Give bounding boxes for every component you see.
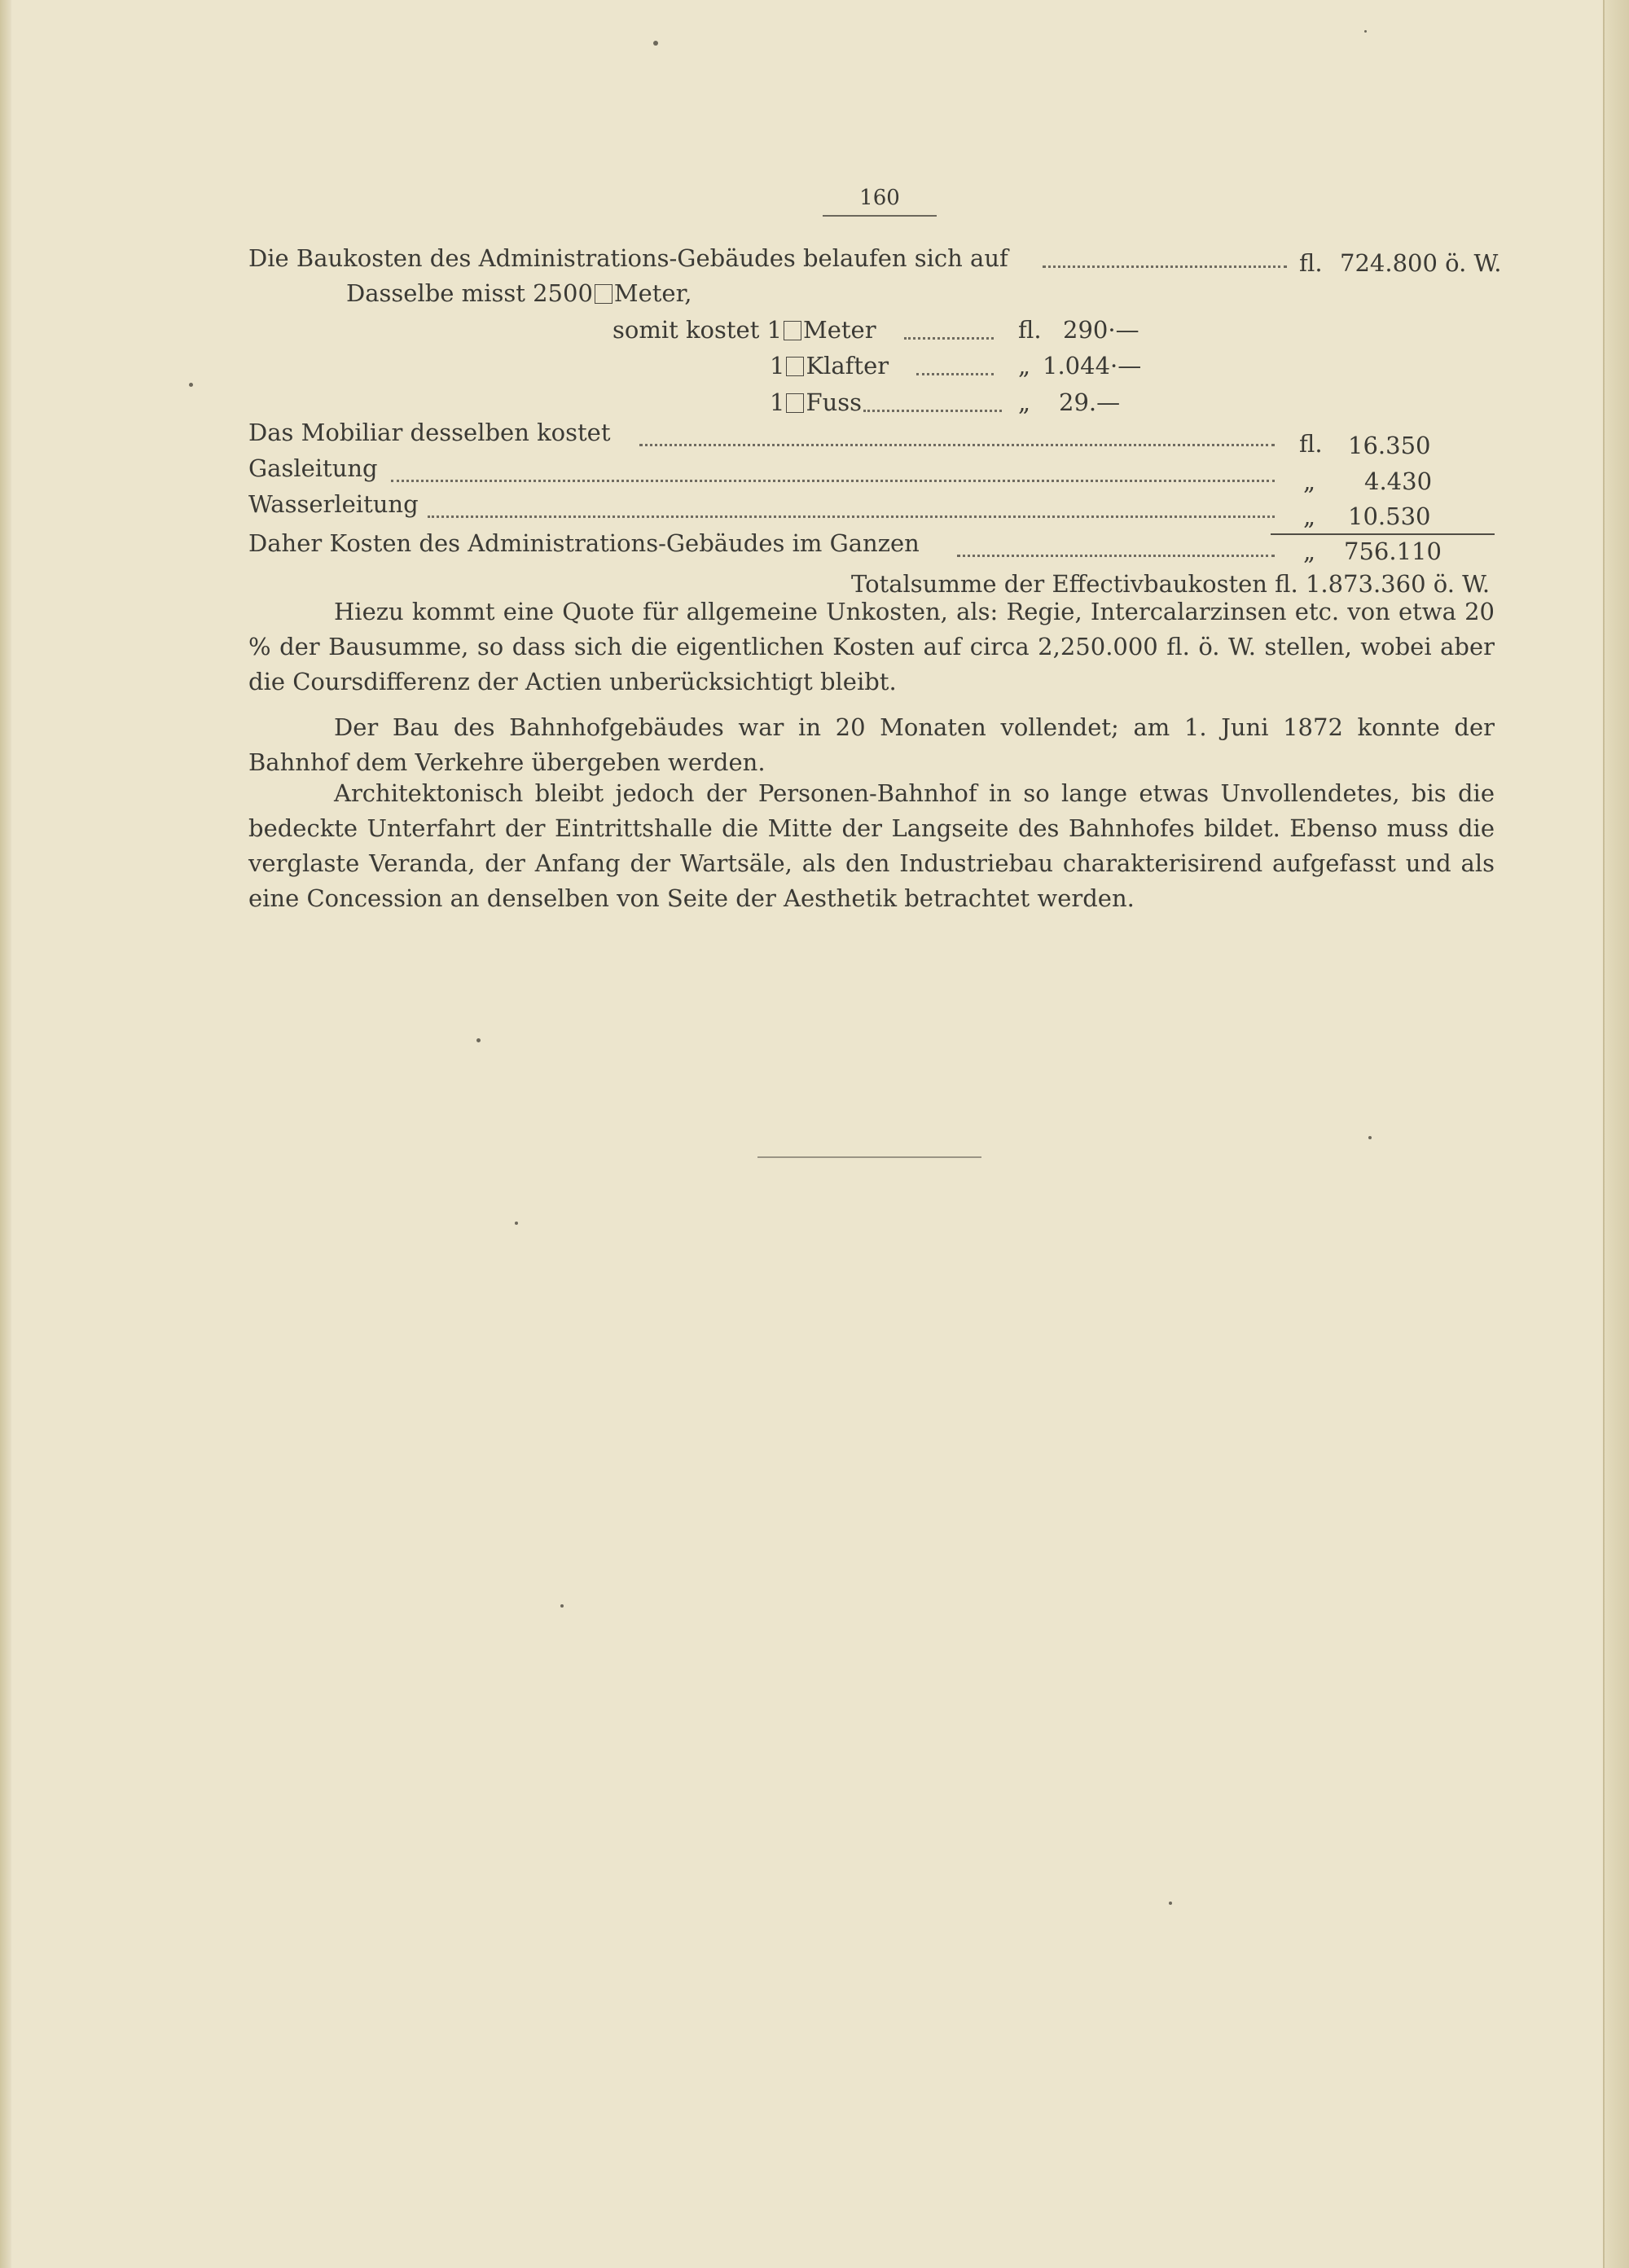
item-label: Daher Kosten des Administrations-Gebäudes im Ganzen (248, 529, 920, 557)
item-value: 10.530 (1348, 502, 1431, 530)
unit-price-value: 290·— (1063, 316, 1139, 344)
unit-price-prefix: somit kostet 1 (613, 316, 783, 344)
item-currency: fl. (1299, 430, 1323, 458)
page-left-edge (0, 0, 11, 2268)
item-currency: „ (1303, 537, 1316, 565)
area-unit: Meter, (613, 279, 692, 307)
unit-price-currency: „ (1018, 352, 1031, 379)
unit-price-currency: fl. (1018, 316, 1042, 344)
area-text: Dasselbe misst 2500 (346, 279, 593, 307)
item-label: Wasserleitung (248, 490, 419, 518)
admin-building-cost-currency: fl. (1299, 249, 1323, 277)
dot-leader (428, 515, 1275, 518)
item-currency: „ (1303, 467, 1316, 495)
unit-price-row (770, 352, 889, 379)
paper-speck (1368, 1136, 1372, 1139)
item-value: 4.430 (1364, 467, 1433, 495)
dot-leader (957, 555, 1275, 557)
paragraph: Der Bau des Bahnhofgebäudes war in 20 Monaten vollendet; am 1. Juni 1872 konnte der Bahnhof dem Verkehre übergeben werden. (248, 713, 1495, 776)
unit-price-unit: Fuss (806, 388, 863, 416)
page-number: 160 (859, 186, 900, 210)
paper-speck (1169, 1902, 1172, 1905)
dot-leader (1043, 265, 1287, 268)
unit-price-unit: Meter (803, 316, 876, 344)
area-line (346, 279, 692, 307)
paragraph: Hiezu kommt eine Quote für allgemeine Unkosten, als: Regie, Intercalarzinsen etc. von etwa 20 % der Bausumme, so dass sich die eigentlichen Kosten auf circa 2,250.000 fl. ö. W. stellen, wobei aber die Coursdifferenz der Actien unberücksichtigt bleibt. (248, 598, 1495, 695)
paper-speck (476, 1038, 481, 1042)
admin-building-cost-value: 724.800 ö. W. (1340, 249, 1502, 277)
unit-price-unit: Klafter (806, 352, 889, 379)
unit-price-value: 1.044·— (1043, 352, 1142, 379)
page-right-edge (1603, 0, 1629, 2268)
dot-leader (916, 373, 994, 375)
page-number-rule (823, 215, 937, 217)
dot-leader (639, 444, 1275, 446)
dot-leader (391, 480, 1275, 482)
item-currency: „ (1303, 502, 1316, 530)
paper-speck (189, 383, 193, 387)
admin-building-cost-label: Die Baukosten des Administrations-Gebäudes belaufen sich auf (248, 244, 1008, 272)
end-rule (757, 1156, 981, 1158)
unit-price-prefix: 1 (770, 352, 785, 379)
square-symbol-icon (786, 357, 804, 376)
square-symbol-icon (786, 393, 804, 413)
item-value: 16.350 (1348, 432, 1431, 459)
paper-speck (653, 41, 658, 46)
square-symbol-icon (784, 321, 801, 340)
paper-speck (560, 1604, 564, 1608)
dot-leader (904, 337, 994, 340)
sum-rule (1271, 533, 1495, 535)
item-value: 756.110 (1344, 537, 1442, 565)
total-effective-construction-costs: Totalsumme der Effectivbaukosten fl. 1.873.360 ö. W. (851, 570, 1491, 598)
dot-leader (863, 410, 1002, 412)
item-label: Das Mobiliar desselben kostet (248, 419, 611, 446)
paper-speck (515, 1222, 518, 1225)
unit-price-row (770, 388, 862, 416)
unit-price-row (613, 316, 876, 344)
paper-speck (1364, 30, 1367, 33)
paragraph: Architektonisch bleibt jedoch der Personen-Bahnhof in so lange etwas Unvollendetes, bis die bedeckte Unterfahrt der Eintrittshalle die Mitte der Langseite des Bahnhofes bildet. Ebenso muss die verglaste Veranda, der Anfang der Wartsäle, als den Industriebau charakterisirend aufgefasst und als eine Concession an denselben von Seite der Aesthetik betrachtet werden. (248, 779, 1495, 912)
unit-price-prefix: 1 (770, 388, 785, 416)
unit-price-currency: „ (1018, 388, 1031, 416)
unit-price-value: 29.— (1059, 388, 1121, 416)
item-label: Gasleitung (248, 454, 378, 482)
square-symbol-icon (595, 284, 613, 304)
